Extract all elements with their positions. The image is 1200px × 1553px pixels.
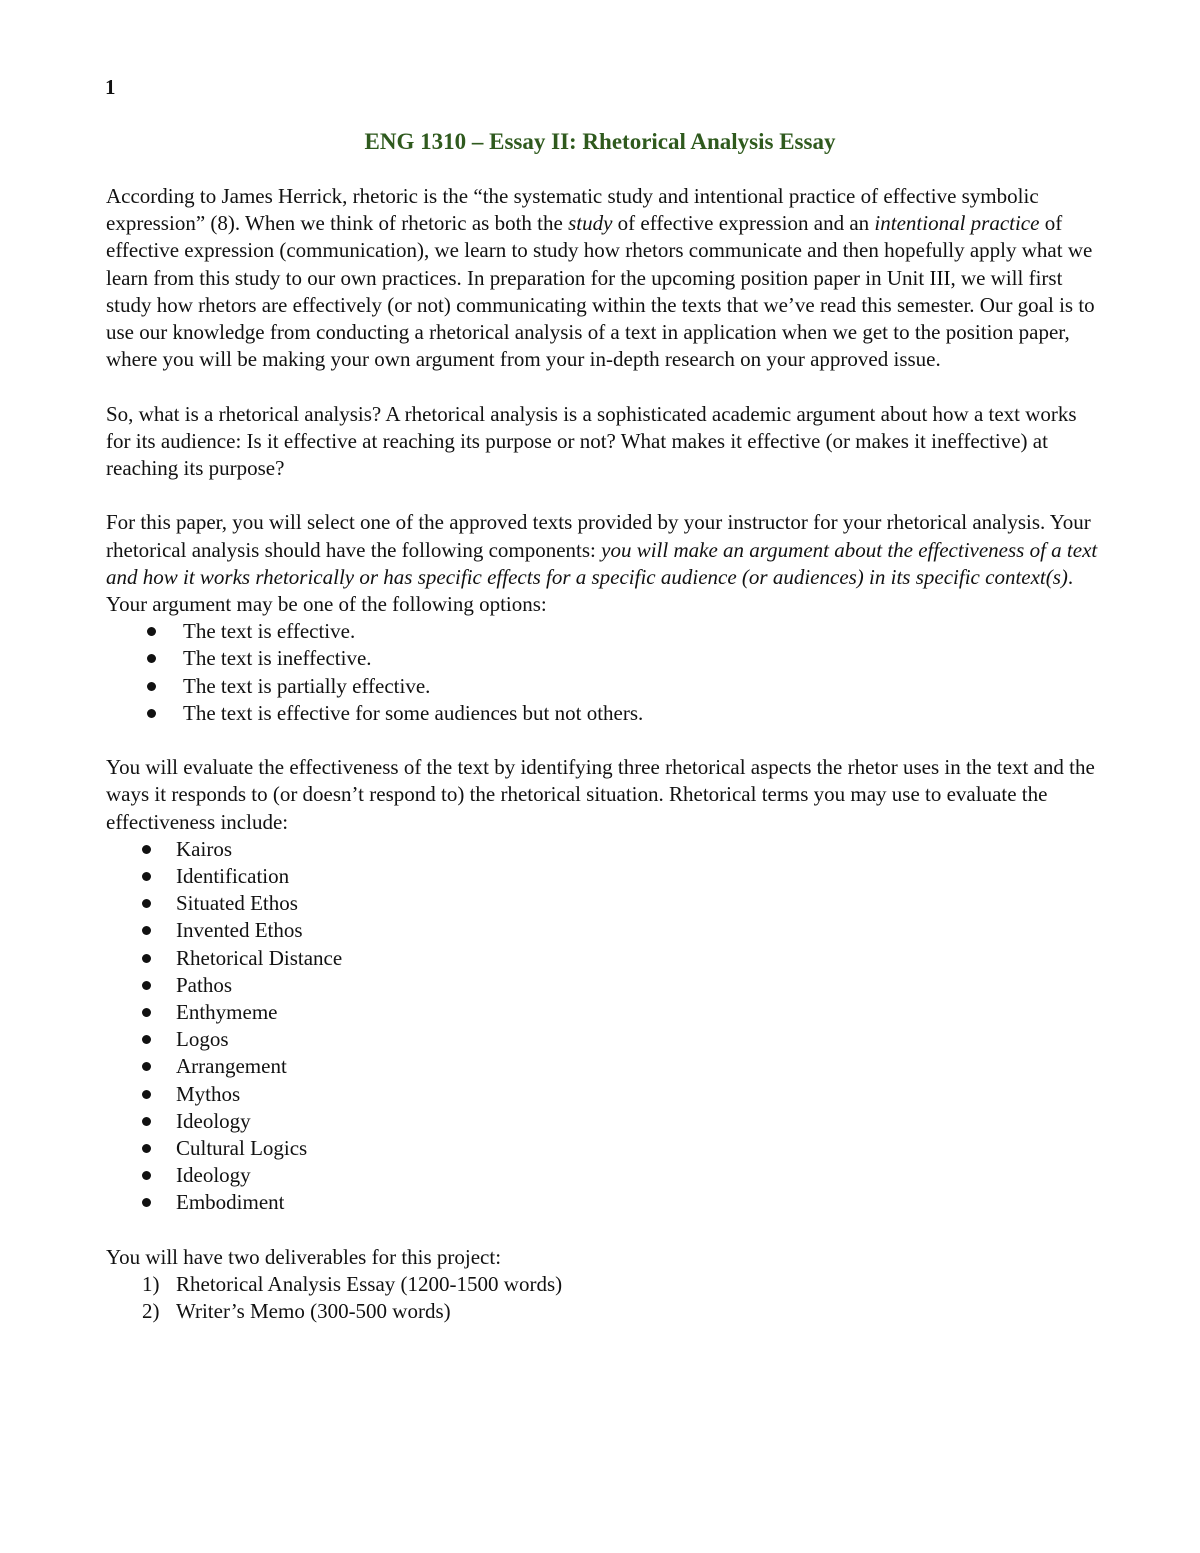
list-item <box>106 1108 1101 1135</box>
bullet-icon <box>142 1171 151 1180</box>
evaluation-paragraph: You will evaluate the effectiveness of the text by identifying three rhetorical aspects the rhetor uses in the text and the ways it responds to (or doesn’t respond to) the rhetorical situation. Rhetorical terms you may use to evaluate the effectiveness include: <box>106 755 1095 834</box>
bullet-icon <box>142 1090 151 1099</box>
components-emphasis: you will make an argument about the effectiveness of a text and how it works rhetorically or has specific effects for a specific audience (or audiences) in its specific context(s) <box>106 537 1098 589</box>
list-item <box>106 972 1101 999</box>
list-number: 2) <box>142 1299 160 1324</box>
intro-emphasis-study: study <box>568 211 613 236</box>
intro-emphasis-practice: intentional practice <box>874 211 1040 236</box>
list-item <box>106 1135 1101 1162</box>
intro-text-1: According to James Herrick, rhetoric is the “the systematic study and intentional practice of effective symbolic expression” (8). When we think of rhetoric as both the <box>106 184 1039 236</box>
page-number: 1 <box>105 75 116 99</box>
list-item <box>106 1053 1101 1080</box>
list-item-text: Logos <box>176 1027 229 1052</box>
components-text-2: . Your argument may be one of the following options: <box>106 564 1074 617</box>
list-item-text: Rhetorical Analysis Essay (1200-1500 words) <box>176 1272 563 1297</box>
bullet-icon <box>147 709 156 718</box>
document-body <box>106 183 1101 1325</box>
list-item-text: Invented Ethos <box>176 918 303 943</box>
bullet-icon <box>142 872 151 881</box>
list-item-text: Writer’s Memo (300-500 words) <box>176 1299 451 1324</box>
list-item <box>106 945 1101 972</box>
list-item-text: Kairos <box>176 836 232 861</box>
list-item <box>106 999 1101 1026</box>
bullet-icon <box>142 899 151 908</box>
bullet-icon <box>142 954 151 963</box>
list-item <box>106 1081 1101 1108</box>
deliverables-list <box>106 1271 1101 1325</box>
bullet-icon <box>142 1035 151 1044</box>
bullet-icon <box>142 1117 151 1126</box>
list-item-text: Ideology <box>176 1163 251 1188</box>
components-text-1: For this paper, you will select one of the approved texts provided by your instructor for your rhetorical analysis. Your rhetorical analysis should have the following components: <box>106 510 1091 562</box>
bullet-icon <box>142 926 151 935</box>
bullet-icon <box>142 845 151 854</box>
list-item-text: The text is ineffective. <box>183 646 372 671</box>
list-item <box>106 700 1101 727</box>
bullet-icon <box>147 627 156 636</box>
list-item-text: Embodiment <box>176 1190 285 1215</box>
list-item <box>106 1298 1101 1325</box>
rhetorical-terms-list <box>106 836 1101 1217</box>
bullet-icon <box>147 682 156 691</box>
list-item <box>106 645 1101 672</box>
list-item-text: Mythos <box>176 1081 241 1106</box>
intro-paragraph <box>106 183 1101 373</box>
document-title: ENG 1310 – Essay II: Rhetorical Analysis Essay <box>364 129 836 154</box>
list-item <box>106 890 1101 917</box>
bullet-icon <box>142 1144 151 1153</box>
bullet-icon <box>147 654 156 663</box>
bullet-icon <box>142 981 151 990</box>
list-item <box>106 863 1101 890</box>
list-item-text: Rhetorical Distance <box>176 945 343 970</box>
deliverables-intro: You will have two deliverables for this project: <box>106 1244 502 1269</box>
list-item <box>106 917 1101 944</box>
bullet-icon <box>142 1198 151 1207</box>
intro-text-2: of effective expression and an <box>612 211 875 236</box>
list-item-text: Enthymeme <box>176 1000 278 1025</box>
list-item-text: The text is effective for some audiences but not others. <box>183 700 644 725</box>
list-item <box>106 1189 1101 1216</box>
list-item <box>106 1026 1101 1053</box>
list-item <box>106 673 1101 700</box>
list-item <box>106 1162 1101 1189</box>
bullet-icon <box>142 1008 151 1017</box>
list-item-text: Ideology <box>176 1108 251 1133</box>
intro-text-3: of effective expression (communication), we learn to study how rhetors communicate and then hopefully apply what we learn from this study to our own practices. In preparation for the upcoming position paper in Unit III, we will first study how rhetors are effectively (or not) communicating within the texts that we’ve read this semester. Our goal is to use our knowledge from conducting a rhetorical analysis of a text in application when we get to the position paper, where you will be making your own argument from your in-depth research on your approved issue. <box>106 211 1095 372</box>
list-item-text: The text is effective. <box>183 619 356 644</box>
list-item-text: Situated Ethos <box>176 891 298 916</box>
list-number: 1) <box>142 1272 160 1297</box>
list-item-text: The text is partially effective. <box>183 673 431 698</box>
bullet-icon <box>142 1062 151 1071</box>
list-item <box>106 618 1101 645</box>
argument-options-list <box>106 618 1101 727</box>
list-item-text: Pathos <box>176 972 233 997</box>
list-item-text: Arrangement <box>176 1054 287 1079</box>
list-item-text: Identification <box>176 864 290 889</box>
components-paragraph <box>106 509 1101 618</box>
list-item <box>106 1271 1101 1298</box>
list-item-text: Cultural Logics <box>176 1136 308 1161</box>
definition-paragraph: So, what is a rhetorical analysis? A rhetorical analysis is a sophisticated academic argument about how a text works for its audience: Is it effective at reaching its purpose or not? What makes it effective (or makes it ineffective) at reaching its purpose? <box>106 401 1077 481</box>
list-item <box>106 836 1101 863</box>
